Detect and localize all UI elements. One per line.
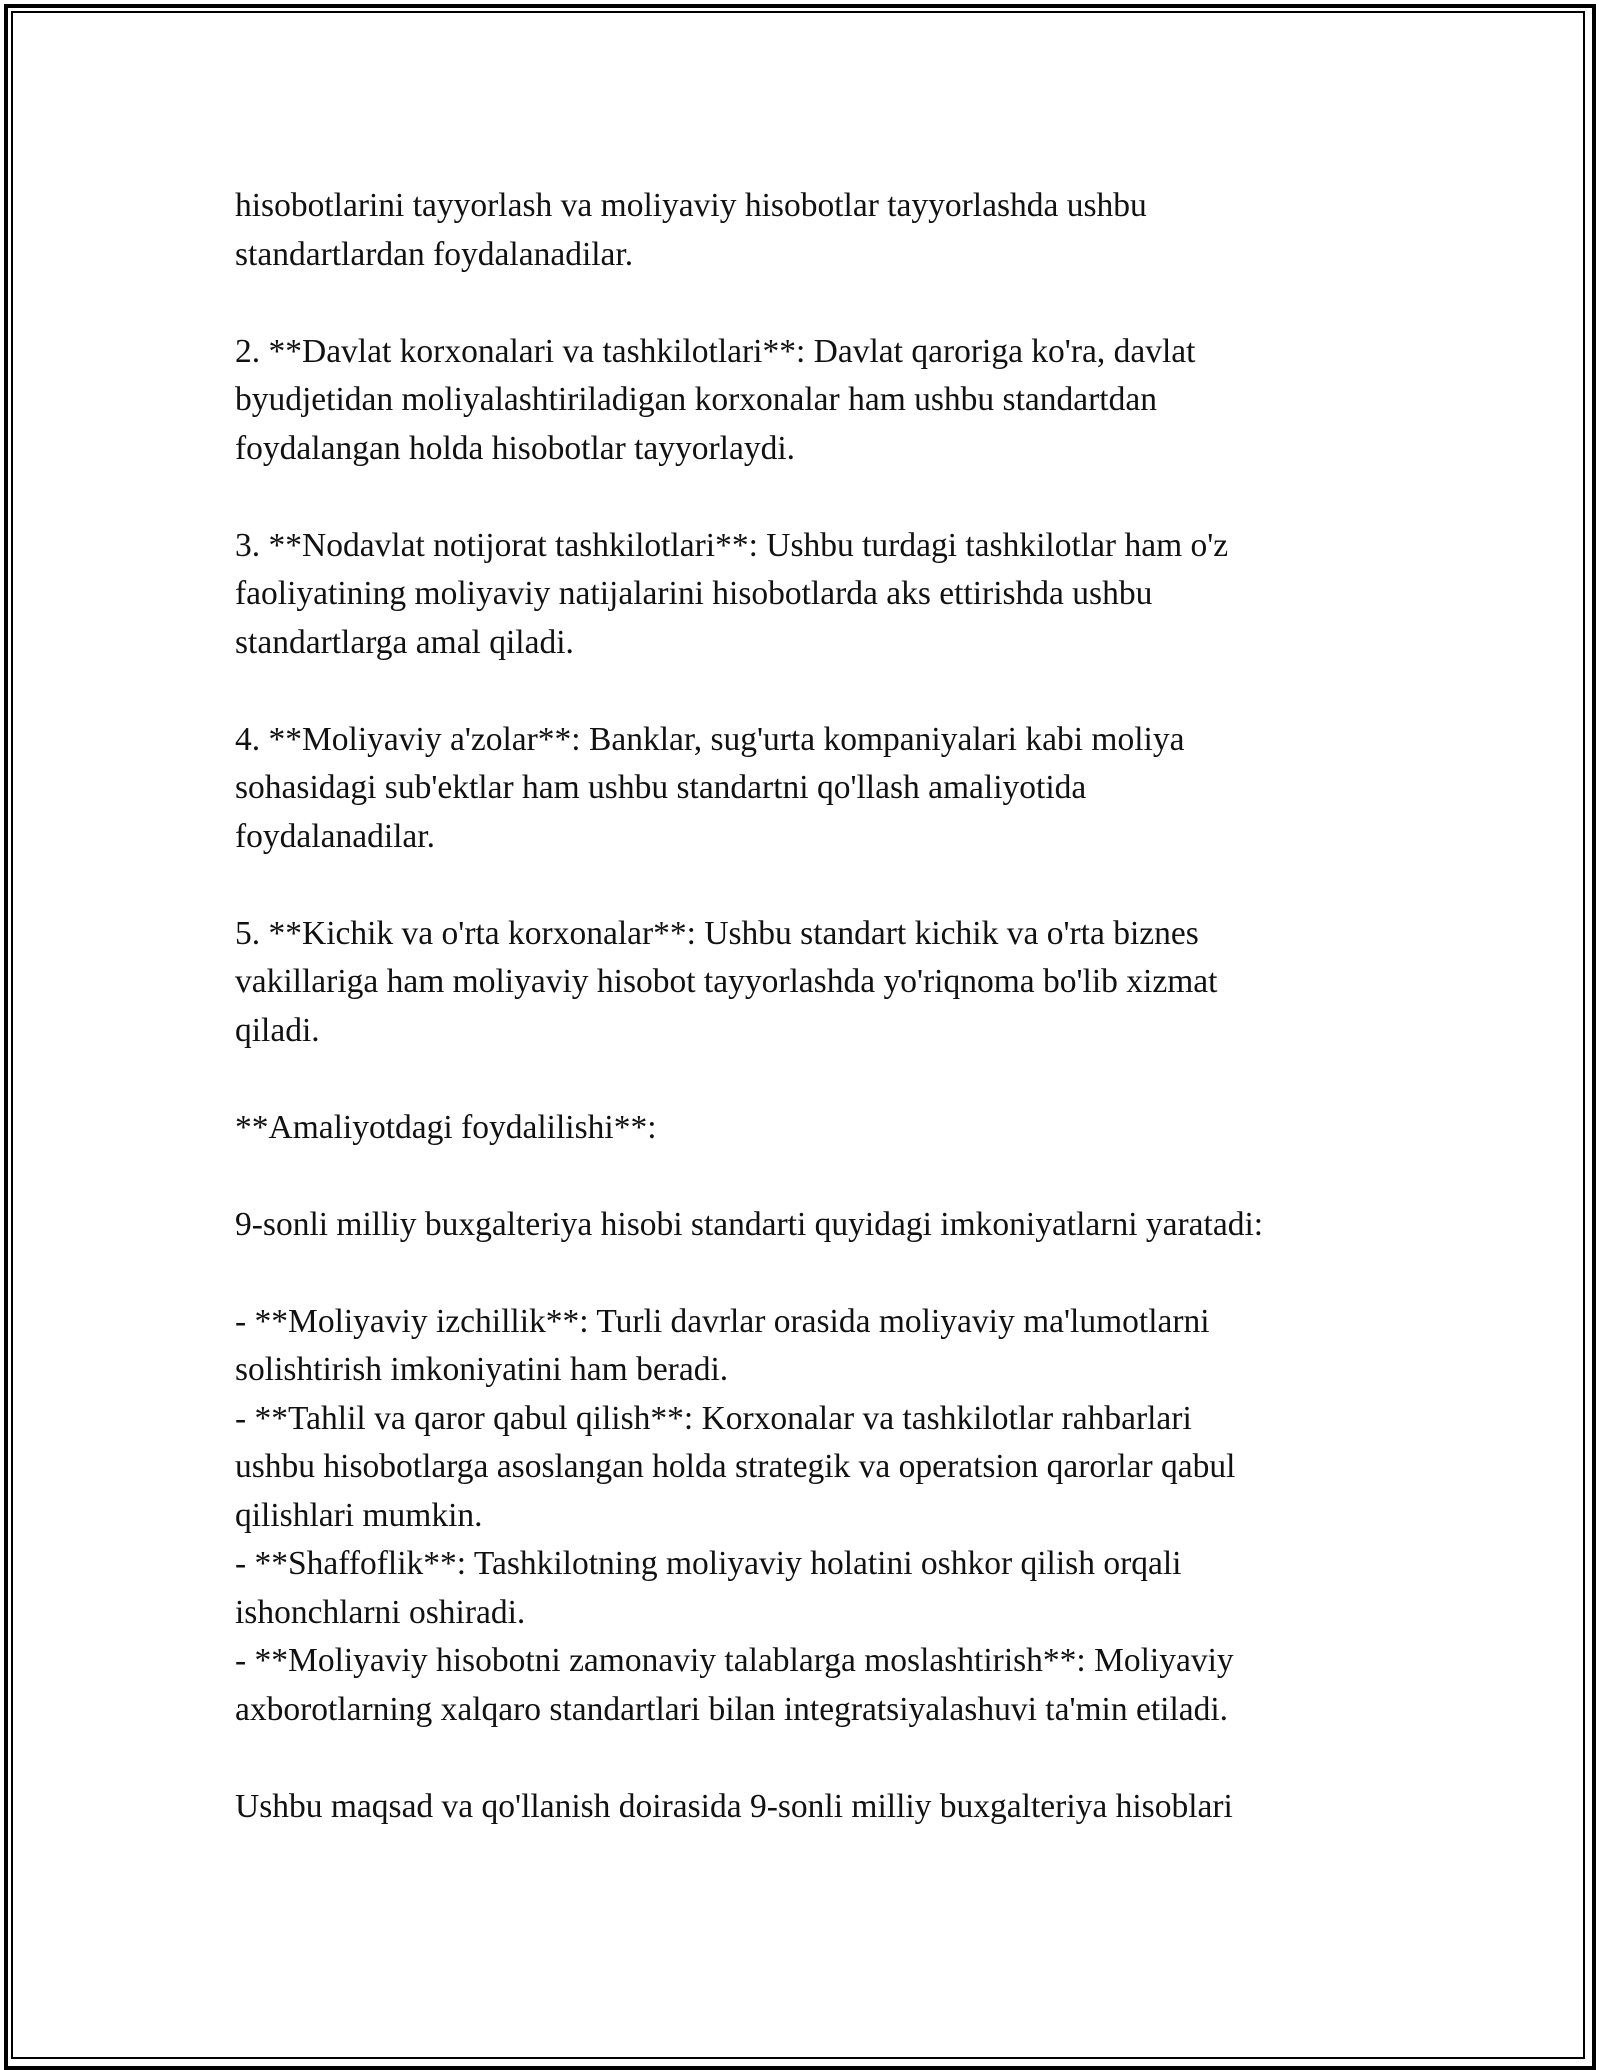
document-body <box>235 182 1415 1831</box>
paragraph-gap <box>235 1055 1415 1104</box>
paragraph-gap <box>235 667 1415 716</box>
paragraph-gap <box>235 1152 1415 1201</box>
intro-continuation-paragraph: hisobotlarini tayyorlash va moliyaviy hisobotlar tayyorlashda ushbu standartlardan foydalanadilar. <box>235 187 1147 273</box>
list-item-5: 5. **Kichik va o'rta korxonalar**: Ushbu standart kichik va o'rta biznes vakillariga ham moliyaviy hisobot tayyorlashda yo'riqnoma bo'lib xizmat qiladi. <box>235 914 1218 1049</box>
paragraph-gap <box>235 861 1415 910</box>
bullet-item-2: - **Tahlil va qaror qabul qilish**: Korxonalar va tashkilotlar rahbarlari ushbu hisobotlarga asoslangan holda strategik va operatsion qarorlar qabul qilishlari mumkin. <box>235 1399 1236 1534</box>
list-item-2: 2. **Davlat korxonalari va tashkilotlari**: Davlat qaroriga ko'ra, davlat byudjetidan moliyalashtiriladigan korxonalar ham ushbu standartdan foydalangan holda hisobotlar tayyorlaydi. <box>235 332 1196 467</box>
section-intro-paragraph: 9-sonli milliy buxgalteriya hisobi standarti quyidagi imkoniyatlarni yaratadi: <box>235 1205 1264 1243</box>
paragraph-gap <box>235 1249 1415 1298</box>
paragraph-gap <box>235 1734 1415 1783</box>
paragraph-gap <box>235 473 1415 522</box>
bullet-item-4: - **Moliyaviy hisobotni zamonaviy talablarga moslashtirish**: Moliyaviy axborotlarning xalqaro standartlari bilan integratsiyalashuvi ta'min etiladi. <box>235 1642 1234 1728</box>
bullet-item-3: - **Shaffoflik**: Tashkilotning moliyaviy holatini oshkor qilish orqali ishonchlarni oshiradi. <box>235 1545 1182 1631</box>
list-item-4: 4. **Moliyaviy a'zolar**: Banklar, sug'urta kompaniyalari kabi moliya sohasidagi sub'ektlar ham ushbu standartni qo'llash amaliyotida foydalanadilar. <box>235 720 1185 855</box>
section-heading: **Amaliyotdagi foydalilishi**: <box>235 1108 657 1146</box>
list-item-3: 3. **Nodavlat notijorat tashkilotlari**: Ushbu turdagi tashkilotlar ham o'z faoliyatining moliyaviy natijalarini hisobotlarda aks ettirishda ushbu standartlarga amal qiladi. <box>235 526 1229 661</box>
closing-line: Ushbu maqsad va qo'llanish doirasida 9-sonli milliy buxgalteriya hisoblari <box>235 1787 1233 1825</box>
paragraph-gap <box>235 279 1415 328</box>
bullet-item-1: - **Moliyaviy izchillik**: Turli davrlar orasida moliyaviy ma'lumotlarni solishtirish imkoniyatini ham beradi. <box>235 1302 1210 1388</box>
